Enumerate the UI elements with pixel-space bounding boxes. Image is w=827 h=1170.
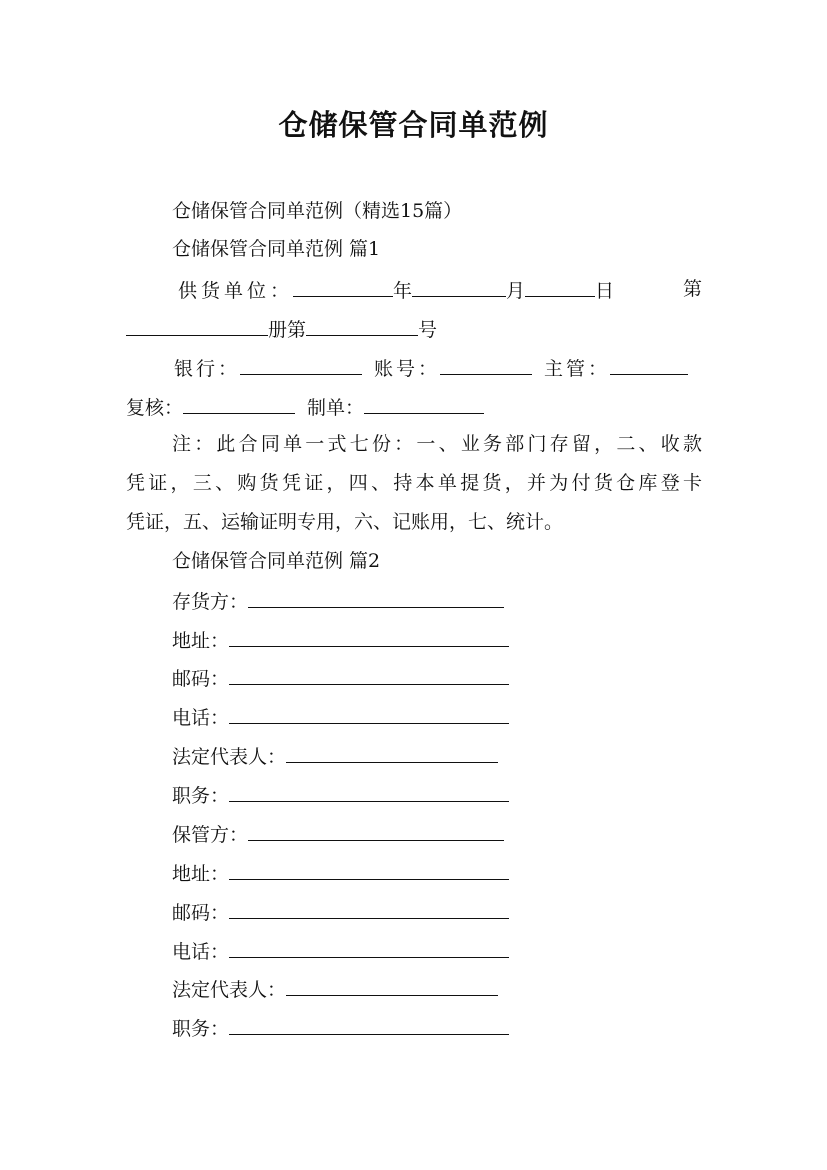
depositor-line (172, 588, 504, 614)
custodian-blank (248, 821, 504, 841)
supply-unit-blank (293, 277, 393, 297)
day-label: 日 (595, 280, 615, 302)
reviewer-label: 复核： (126, 397, 184, 419)
part2-heading: 仓储保管合同单范例 篇2 (172, 550, 381, 572)
phone2-blank (229, 938, 509, 958)
note-line-1: 注：此合同单一式七份：一、业务部门存留，二、收款 (172, 433, 702, 455)
legal-rep1-label: 法定代表人： (172, 746, 287, 768)
supervisor-blank (610, 355, 688, 375)
postcode1-label: 邮码： (172, 668, 230, 690)
reviewer-blank (183, 394, 295, 414)
account-label: 账号： (374, 358, 441, 380)
year-label: 年 (393, 280, 413, 302)
volume-di-label: 册第 (268, 319, 307, 341)
postcode2-blank (229, 899, 509, 919)
account-blank (440, 355, 532, 375)
supervisor-label: 主管： (544, 358, 611, 380)
document-title: 仓储保管合同单范例 (278, 108, 549, 142)
address2-label: 地址： (172, 863, 230, 885)
bank-blank (240, 355, 362, 375)
phone2-label: 电话： (172, 941, 230, 963)
phone1-line (172, 704, 509, 730)
position1-label: 职务： (172, 785, 230, 807)
address1-label: 地址： (172, 630, 230, 652)
number-blank (306, 316, 418, 336)
address1-blank (229, 627, 509, 647)
position2-line (172, 1015, 509, 1041)
address1-line (172, 627, 509, 653)
position1-line (172, 782, 509, 808)
supply-unit-label: 供货单位： (178, 280, 294, 302)
legal-rep2-blank (286, 976, 498, 996)
volume-line (126, 316, 437, 342)
position2-label: 职务： (172, 1018, 230, 1040)
postcode1-line (172, 665, 509, 691)
month-blank (525, 277, 595, 297)
di-label: 第 (683, 278, 703, 300)
part1-heading: 仓储保管合同单范例 篇1 (172, 238, 381, 260)
note-line-2: 凭证，三、购货凭证，四、持本单提货，并为付货仓库登卡 (126, 472, 702, 494)
bank-label: 银行： (174, 358, 241, 380)
preparer-blank (364, 394, 484, 414)
phone1-label: 电话： (172, 707, 230, 729)
legal-rep1-blank (286, 743, 498, 763)
volume-blank (126, 316, 268, 336)
postcode1-blank (229, 665, 509, 685)
year-blank (412, 277, 506, 297)
postcode2-label: 邮码： (172, 902, 230, 924)
intro-line: 仓储保管合同单范例（精选15篇） (172, 200, 463, 222)
legal-rep1-line (172, 743, 498, 769)
custodian-label: 保管方： (172, 824, 249, 846)
depositor-blank (248, 588, 504, 608)
supply-unit-line (178, 277, 702, 303)
legal-rep2-line (172, 976, 498, 1002)
month-label: 月 (506, 280, 526, 302)
reviewer-line (126, 394, 484, 420)
position2-blank (229, 1015, 509, 1035)
note-line-3: 凭证，五、运输证明专用，六、记账用，七、统计。 (126, 511, 564, 533)
phone1-blank (229, 704, 509, 724)
hao-label: 号 (418, 319, 438, 341)
postcode2-line (172, 899, 509, 925)
legal-rep2-label: 法定代表人： (172, 979, 287, 1001)
address2-blank (229, 860, 509, 880)
position1-blank (229, 782, 509, 802)
bank-line (174, 355, 688, 381)
preparer-label: 制单： (307, 397, 365, 419)
phone2-line (172, 938, 509, 964)
depositor-label: 存货方： (172, 591, 249, 613)
custodian-line (172, 821, 504, 847)
address2-line (172, 860, 509, 886)
